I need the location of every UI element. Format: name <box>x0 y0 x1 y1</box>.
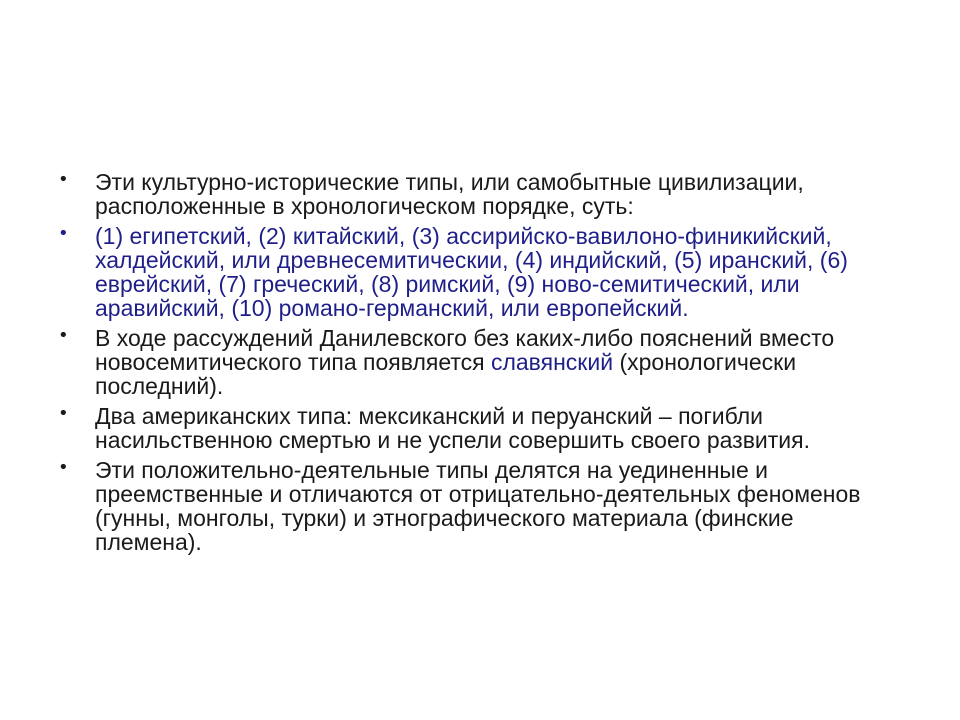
bullet-text-before: В ходе рассуждений Данилевского без каких-либо пояснений вместо новосемитического типа появляется <box>95 325 835 375</box>
bullet-dot-icon: • <box>58 169 69 190</box>
bullet-highlight-slavic: славянский <box>490 349 614 375</box>
bullet-text: Эти положительно-деятельные типы делятся на уединенные и преемственные и отличаются от отрицательно-деятельных феноменов (гунны, монголы, турки) и этнографического материала (финские племена). <box>95 457 861 555</box>
bullet-item-cultural-types <box>58 170 903 218</box>
bullet-item-types-enumeration <box>58 224 903 320</box>
bullet-text-after: (хронологически последний). <box>95 349 797 399</box>
bullet-item-american-types <box>58 404 903 452</box>
bullet-dot-icon: • <box>58 223 69 244</box>
bullet-list <box>58 170 903 554</box>
bullet-text: Два американских типа: мексиканский и перуанский – погибли насильственною смертью и не успели совершить своего развития. <box>95 403 810 453</box>
bullet-item-positive-types <box>58 458 903 554</box>
bullet-item-slavic-type <box>58 326 903 398</box>
bullet-dot-icon: • <box>58 325 69 346</box>
slide-body <box>58 170 903 560</box>
bullet-text: Эти культурно-исторические типы, или самобытные цивилизации, расположенные в хронологическом порядке, суть: <box>95 169 804 219</box>
bullet-dot-icon: • <box>58 403 69 424</box>
bullet-dot-icon: • <box>58 457 69 478</box>
bullet-text: (1) египетский, (2) китайский, (3) ассирийско-вавилоно-финикийский, халдейский, или древнесемитическии, (4) индийский, (5) иранский, (6) еврейский, (7) греческий, (8) римский, (9) ново-семитический, или аравийский, (10) романо-германский, или европейский. <box>95 223 848 321</box>
